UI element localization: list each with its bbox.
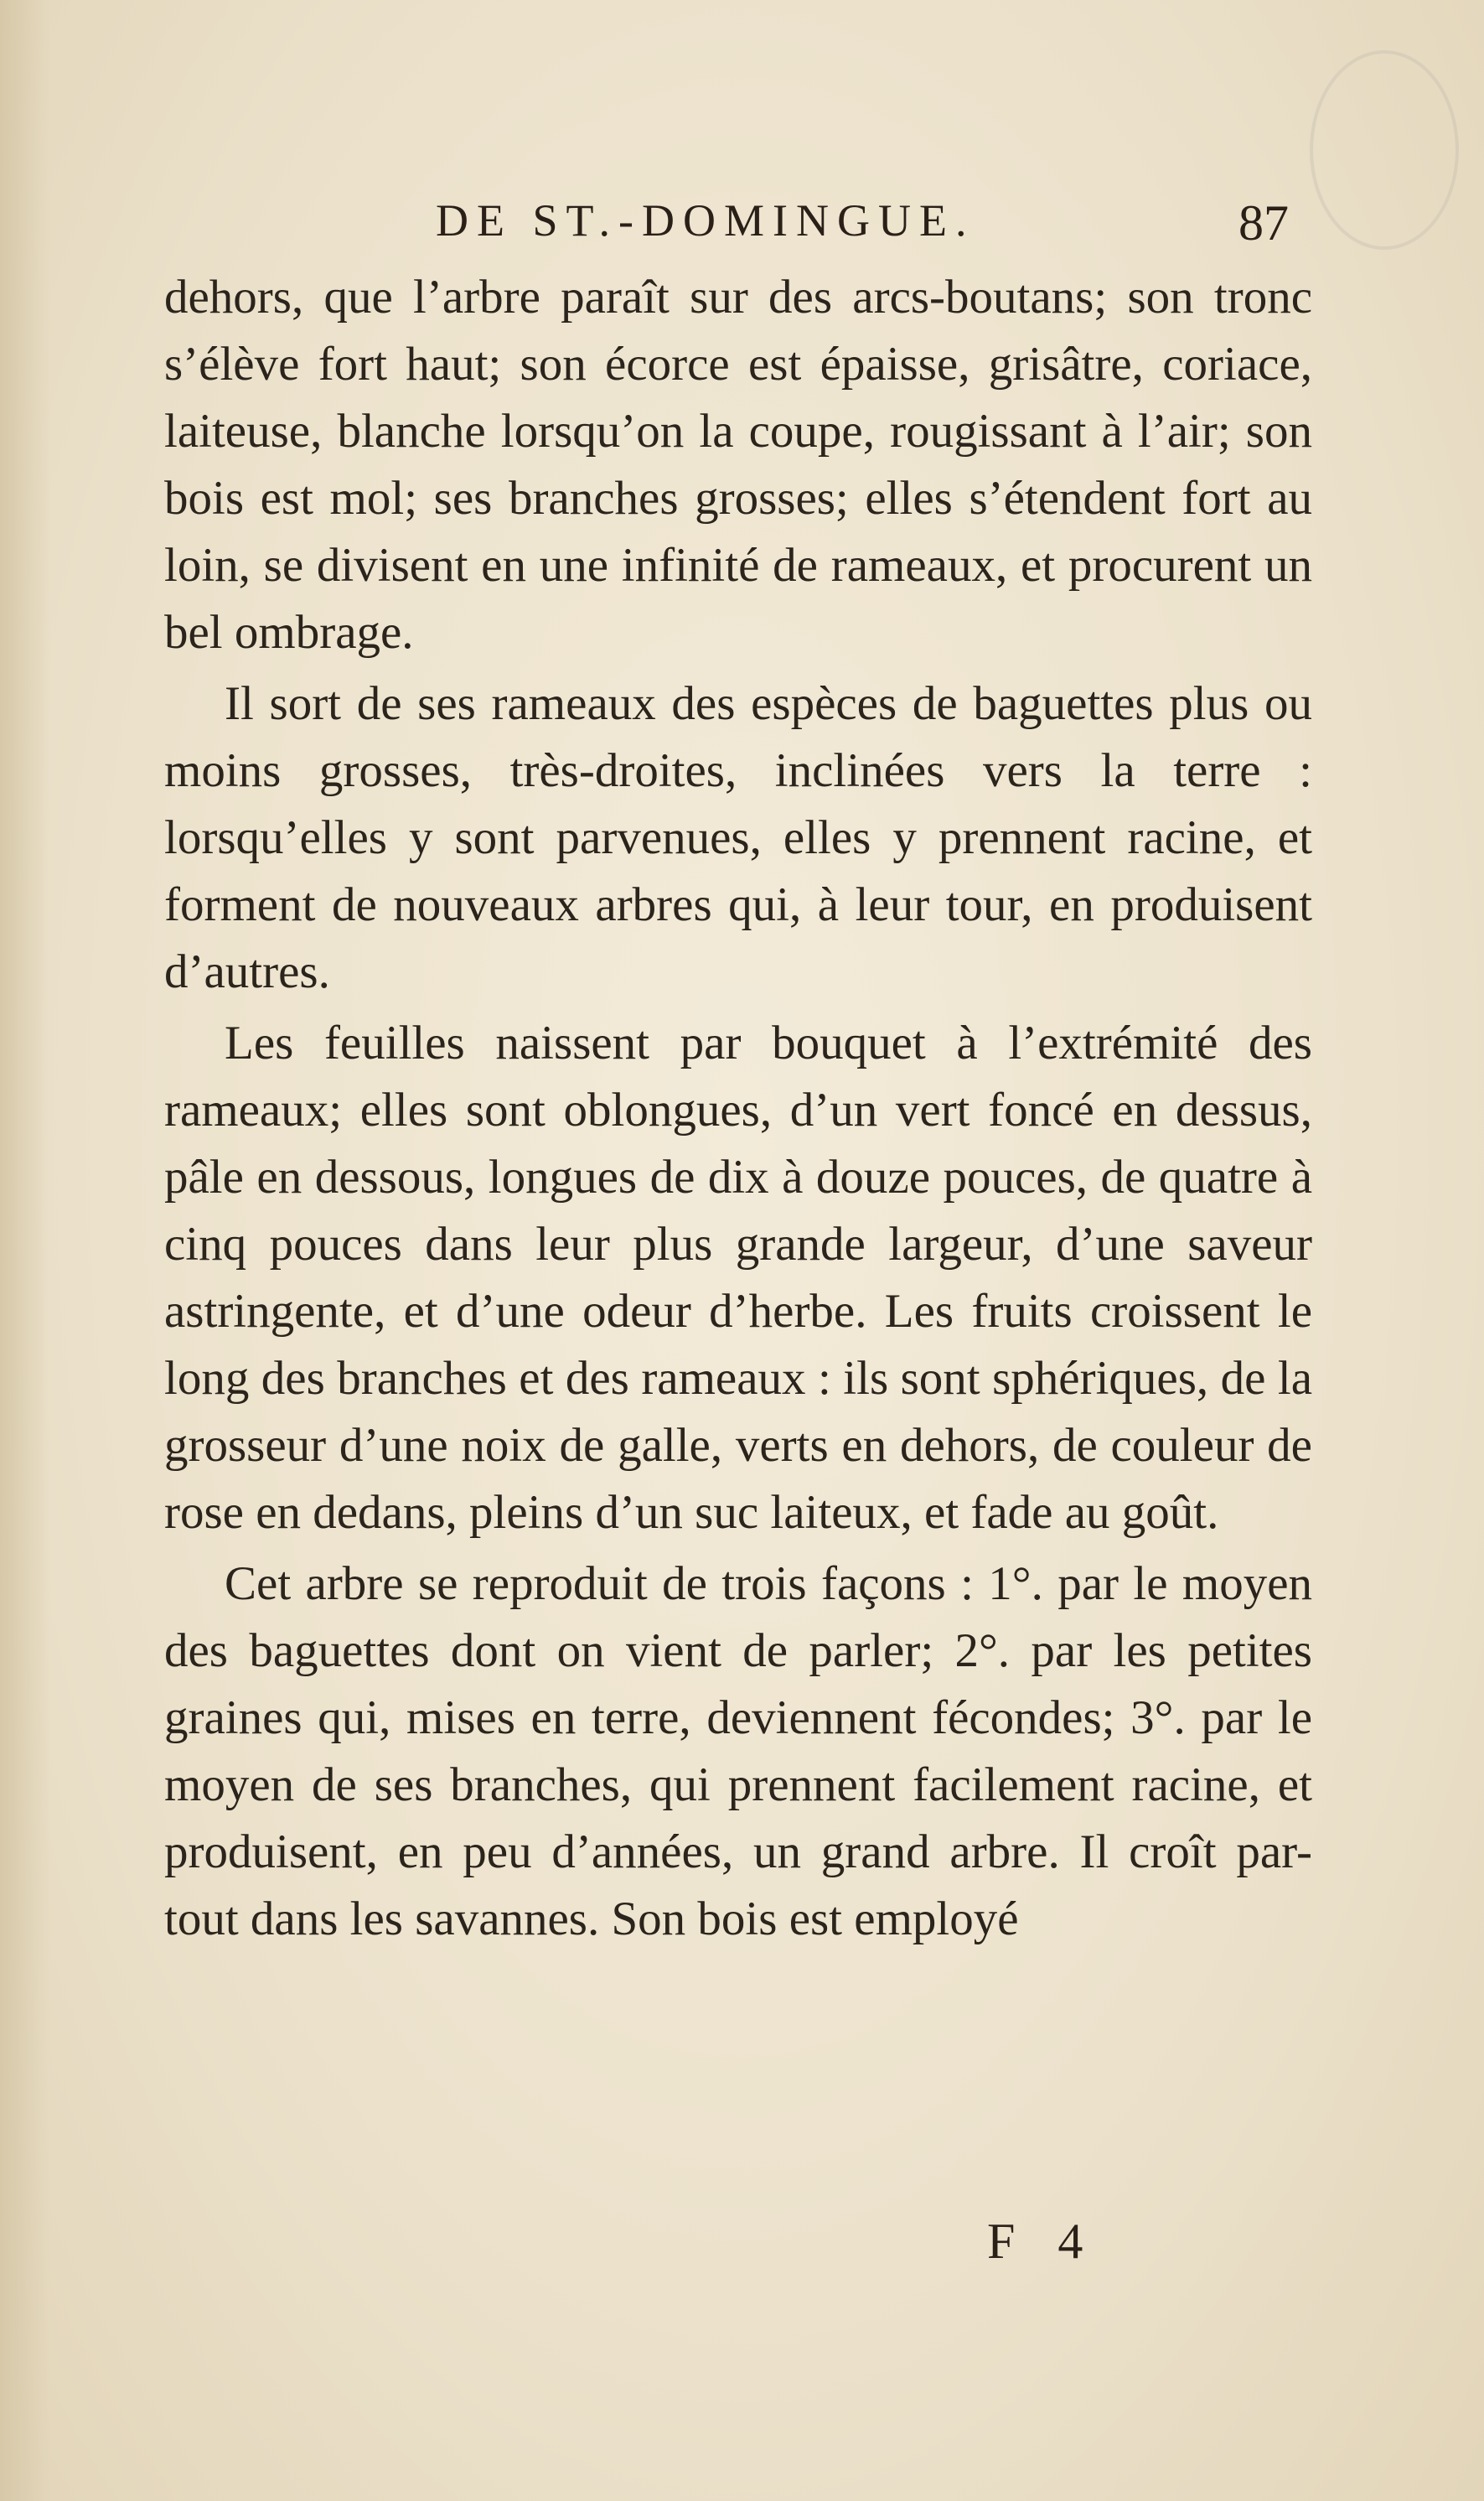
paragraph-3: Les feuilles naissent par bouquet à l’extrémité des rameaux; elles sont oblongues, d’un vert foncé en dessus, pâle en dessous, longues de dix à douze pouces, de quatre à cinq pouces dans leur plus grande largeur, d’une saveur astringente, et d’une odeur d’herbe. Les fruits croissent le long des branches et des rameaux : ils sont sphériques, de la grosseur d’une noix de galle, verts en dehors, de couleur de rose en dedans, pleins d’un suc laiteux, et fade au goût. — [164, 1017, 1312, 1539]
page-edge-shadow — [0, 0, 50, 2501]
paragraph-4: Cet arbre se reproduit de trois façons : 1°. par le moyen des baguettes dont on vient de parler; 2°. par les petites graines qui, mises en terre, deviennent fécondes; 3°. par le moyen de ses branches, qui prennent facilement racine, et produisent, en peu d’années, un grand arbre. Il croît par-tout dans les savannes. Son bois est employé — [164, 1557, 1312, 1945]
paragraph-2: Il sort de ses rameaux des espèces de baguettes plus ou moins grosses, très-droites, inclinées vers la terre : lorsqu’elles y sont parvenues, elles y prennent racine, et forment de nouveaux arbres qui, à leur tour, en produisent d’autres. — [164, 677, 1312, 998]
paragraph-1: dehors, que l’arbre paraît sur des arcs-boutans; son tronc s’élève fort haut; son écorce est épaisse, grisâtre, coriace, laiteuse, blanche lorsqu’on la coupe, rougissant à l’air; son bois est mol; ses branches grosses; elles s’étendent fort au loin, se divisent en une infinité de rameaux, et procurent un bel ombrage. — [164, 271, 1312, 659]
body-text — [164, 264, 1312, 1953]
running-title: DE ST.-DOMINGUE. — [436, 195, 975, 246]
faint-library-stamp — [1310, 50, 1459, 250]
page-number: 87 — [1238, 195, 1289, 251]
signature-mark: F 4 — [987, 2214, 1099, 2269]
